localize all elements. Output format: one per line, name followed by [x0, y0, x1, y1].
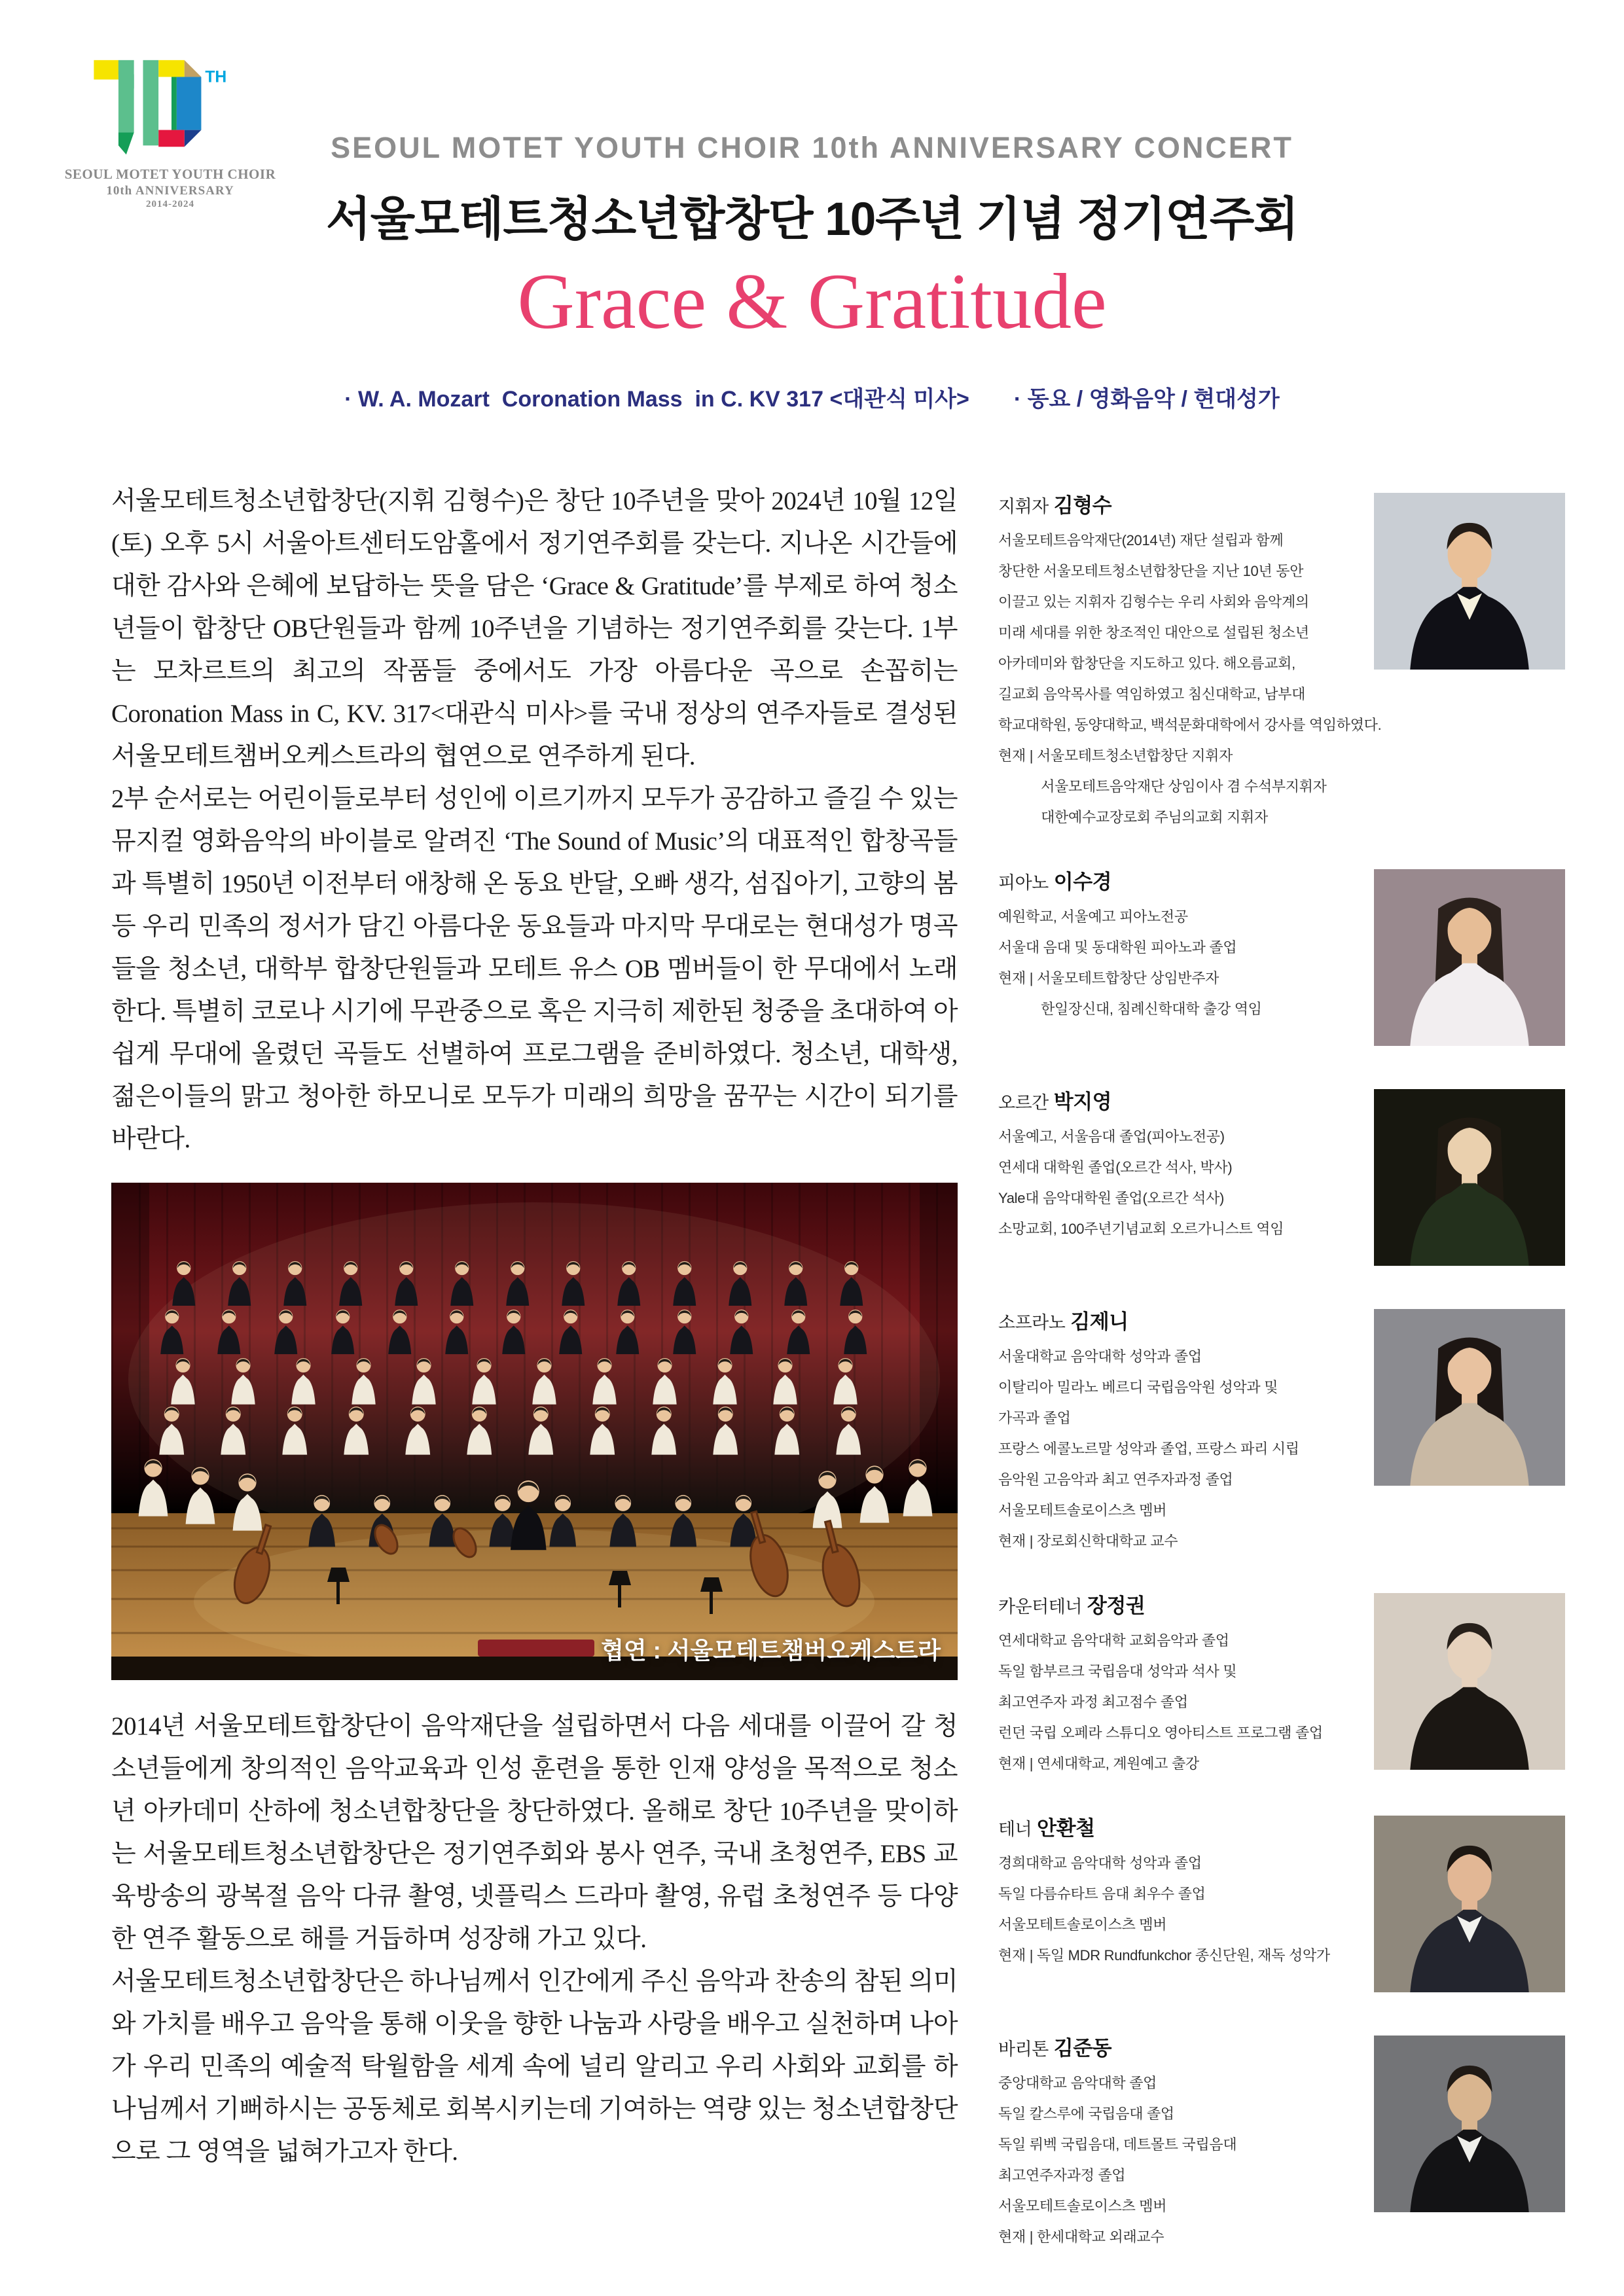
profile-portrait [1374, 1089, 1565, 1266]
profile-role: 지휘자 [998, 497, 1049, 516]
profile-name: 김형수 [1053, 494, 1112, 517]
profile-bio-line: 현재 | 연세대학교, 계원예고 출강 [998, 1755, 1199, 1772]
profile-role: 바리톤 [998, 2039, 1049, 2059]
profile-bio-line: 경희대학교 음악대학 성악과 졸업 [998, 1855, 1202, 1871]
profile-bio-line: 독일 칼스루에 국립음대 졸업 [998, 2106, 1174, 2122]
logo-choir-name: SEOUL MOTET YOUTH CHOIR [64, 166, 276, 182]
stage-photo-illustration [111, 1183, 958, 1680]
profile-bio-line: 최고연주자과정 졸업 [998, 2167, 1126, 2183]
profile-bio-line: 독일 뤼벡 국립음대, 데트몰트 국립음대 [998, 2136, 1237, 2153]
profile-portrait [1374, 493, 1565, 670]
profile-bio-line: 학교대학원, 동양대학교, 백석문화대학에서 강사를 역임하였다. [998, 717, 1382, 733]
profiles-column [998, 480, 1565, 2285]
profile-card [998, 1812, 1565, 1999]
paragraph: 서울모테트청소년합창단(지휘 김형수)은 창단 10주년을 맞아 2024년 10월 12일 (토) 오후 5시 서울아트센터도암홀에서 정기연주회를 갖는다. 지나온 시간들에 대한 감사와 은혜에 보답하는 뜻을 담은 ‘Grace & Gratitude’를 부제로 하여 청소년들이 합창단 OB단원들과 함께 10주년을 기념하는 정기연주회를 갖는다. 1부는 모차르트의 최고의 작품들 중에서도 가장 아름다운 곡으로 손꼽히는 Coronation Mass in C, KV. 317<대관식 미사>를 국내 정상의 연주자들로 결성된 서울모테트챔버오케스트라의 협연으로 연주하게 된다. [111, 487, 958, 770]
profile-bio-line: 서울예고, 서울음대 졸업(피아노전공) [998, 1128, 1225, 1145]
profile-bio-line: 서울모테트솔로이스츠 멤버 [998, 2198, 1167, 2214]
profile-bio-line: 음악원 고음악과 최고 연주자과정 졸업 [998, 1471, 1233, 1488]
profile-bio-line: Yale대 음악대학원 졸업(오르간 석사) [998, 1190, 1225, 1206]
profile-role: 피아노 [998, 873, 1049, 893]
english-title: SEOUL MOTET YOUTH CHOIR 10th ANNIVERSARY CONCERT [331, 131, 1293, 164]
profile-bio-line: 대한예수교장로회 주님의교회 지휘자 [998, 809, 1268, 825]
profile-name: 김제니 [1070, 1310, 1128, 1333]
profile-portrait [1374, 869, 1565, 1046]
profile-portrait [1374, 1593, 1565, 1770]
profile-bio-line: 서울모테트솔로이스츠 멤버 [998, 1916, 1167, 1933]
profile-card [998, 865, 1565, 1052]
profile-card [998, 1305, 1565, 1556]
profile-bio-line: 최고연주자 과정 최고점수 졸업 [998, 1694, 1188, 1710]
profile-bio-line: 서울모테트솔로이스츠 멤버 [998, 1502, 1167, 1518]
profile-bio-line: 중앙대학교 음악대학 졸업 [998, 2075, 1157, 2091]
profile-bio-line: 독일 함부르크 국립음대 성악과 석사 및 [998, 1663, 1237, 1679]
profile-bio-line: 소망교회, 100주년기념교회 오르가니스트 역임 [998, 1221, 1284, 1237]
profile-bio-line: 미래 세대를 위한 창조적인 대안으로 설립된 청소년 [998, 624, 1309, 641]
korean-title: 서울모테트청소년합창단 10주년 기념 정기연주회 [326, 194, 1298, 245]
profile-bio-line: 프랑스 에콜노르말 성악과 졸업, 프랑스 파리 시립 [998, 1441, 1299, 1457]
profile-bio-line: 아카데미와 합창단을 지도하고 있다. 해오름교회, [998, 655, 1295, 672]
profile-bio-line: 이탈리아 밀라노 베르디 국립음악원 성악과 및 [998, 1379, 1278, 1395]
program-item: · W. A. Mozart Coronation Mass in C. KV 317 <대관식 미사> [344, 387, 969, 412]
profile-role: 오르간 [998, 1093, 1049, 1113]
program-item: · 동요 / 영화음악 / 현대성가 [1013, 387, 1280, 412]
profile-card [998, 1085, 1565, 1272]
profile-bio-line: 길교회 음악목사를 역임하였고 침신대학교, 남부대 [998, 686, 1306, 702]
profile-role: 소프라노 [998, 1313, 1066, 1333]
profile-portrait [1374, 1816, 1565, 1992]
logo-years: 2014-2024 [146, 199, 194, 209]
profile-bio-line: 서울대학교 음악대학 성악과 졸업 [998, 1348, 1202, 1365]
profile-card [998, 489, 1565, 833]
profile-bio-line: 서울대 음대 및 동대학원 피아노과 졸업 [998, 939, 1237, 956]
logo-anniversary-line: 10th ANNIVERSARY [106, 184, 234, 198]
paragraph: 서울모테트청소년합창단은 하나님께서 인간에게 주신 음악과 찬송의 참된 의미와 가치를 배우고 음악을 통해 이웃을 향한 나눔과 사랑을 배우고 실천하며 나아가 우리 민족의 예술적 탁월함을 세계 속에 널리 알리고 우리 사회와 교회를 하나님께서 기뻐하시는 공동체로 회복시키는데 기여하는 역량 있는 청소년합창단으로 그 영역을 넓혀가고자 한다. [111, 1967, 958, 2166]
profile-card [998, 1589, 1565, 1779]
main-title: Grace & Gratitude [517, 258, 1107, 346]
profile-bio-line: 현재 | 장로회신학대학교 교수 [998, 1533, 1178, 1549]
profile-bio-line: 런던 국립 오페라 스튜디오 영아티스트 프로그램 졸업 [998, 1725, 1323, 1741]
main-content [111, 480, 1565, 2285]
intro-paragraphs [111, 480, 958, 1160]
paragraph: 2014년 서울모테트합창단이 음악재단을 설립하면서 다음 세대를 이끌어 갈 청소년들에게 창의적인 음악교육과 인성 훈련을 통한 인재 양성을 목적으로 청소년 아카데미 산하에 청소년합창단을 창단하였다. 올해로 창단 10주년을 맞이하는 서울모테트청소년합창단은 정기연주회와 봉사 연주, 국내 초청연주, EBS 교육방송의 광복절 음악 다큐 촬영, 넷플릭스 드라마 촬영, 유럽 초청연주 등 다양한 연주 활동으로 해를 거듭하며 성장해 가고 있다. [111, 1712, 958, 1953]
profile-bio-line: 이끌고 있는 지휘자 김형수는 우리 사회와 음악계의 [998, 594, 1309, 610]
logo-th-suffix: TH [205, 68, 227, 86]
program-line [0, 381, 1624, 413]
paragraph: 2부 순서로는 어린이들로부터 성인에 이르기까지 모두가 공감하고 즐길 수 있는 뮤지컬 영화음악의 바이블로 알려진 ‘The Sound of Music’의 대표적인 합창곡들과 특별히 1950년 이전부터 애창해 온 동요 반달, 오빠 생각, 섬집아기, 고향의 봄 등 우리 민족의 정서가 담긴 아름다운 동요들과 마지막 무대로는 현대성가 명곡들을 청소년, 대학부 합창단원들과 모테트 유스 OB 멤버들이 한 무대에서 노래한다. 특별히 코로나 시기에 무관중으로 혹은 지극히 제한된 청중을 초대하여 아쉽게 무대에 올렸던 곡들도 선별하여 프로그램을 준비하였다. 청소년, 대학생, 젊은이들의 맑고 청아한 하모니로 모두가 미래의 희망을 꿈꾸는 시간이 되기를 바란다. [111, 785, 958, 1153]
profile-bio-line: 가곡과 졸업 [998, 1410, 1071, 1426]
profile-portrait [1374, 1309, 1565, 1486]
profile-name: 김준동 [1053, 2037, 1112, 2060]
article-column [111, 480, 958, 2285]
concert-photo [111, 1183, 958, 1680]
profile-bio-line: 독일 다름슈타트 음대 최우수 졸업 [998, 1886, 1206, 1902]
profile-bio-line: 예원학교, 서울예고 피아노전공 [998, 908, 1188, 925]
profile-portrait [1374, 2036, 1565, 2212]
profile-bio-line: 현재 | 독일 MDR Rundfunkchor 종신단원, 재독 성악가 [998, 1947, 1330, 1964]
profile-bio-line: 창단한 서울모테트청소년합창단을 지난 10년 동안 [998, 563, 1304, 579]
profile-bio-line: 한일장신대, 침례신학대학 출강 역임 [998, 1001, 1262, 1017]
profile-bio-line: 현재 | 한세대학교 외래교수 [998, 2229, 1164, 2245]
profile-bio-line: 현재 | 서울모테트합창단 상임반주자 [998, 970, 1219, 986]
profile-role: 카운터테너 [998, 1597, 1082, 1617]
outro-paragraphs [111, 1705, 958, 2173]
profile-name: 이수경 [1053, 870, 1112, 893]
profile-card [998, 2032, 1565, 2252]
profile-bio-line: 서울모테트음악재단 상임이사 겸 수석부지휘자 [998, 778, 1327, 795]
profile-name: 장정권 [1087, 1594, 1146, 1617]
profile-name: 안환철 [1037, 1817, 1095, 1840]
profile-bio-line: 연세대학교 음악대학 교회음악과 졸업 [998, 1632, 1229, 1649]
profile-bio-line: 서울모테트음악재단(2014년) 재단 설립과 함께 [998, 532, 1284, 548]
profile-name: 박지영 [1053, 1090, 1112, 1113]
profile-bio-line: 연세대 대학원 졸업(오르간 석사, 박사) [998, 1159, 1233, 1175]
profile-role: 테너 [998, 1820, 1032, 1839]
profile-bio-line: 현재 | 서울모테트청소년합창단 지휘자 [998, 747, 1233, 764]
photo-caption: 협연 : 서울모테트챔버오케스트라 [601, 1637, 941, 1664]
